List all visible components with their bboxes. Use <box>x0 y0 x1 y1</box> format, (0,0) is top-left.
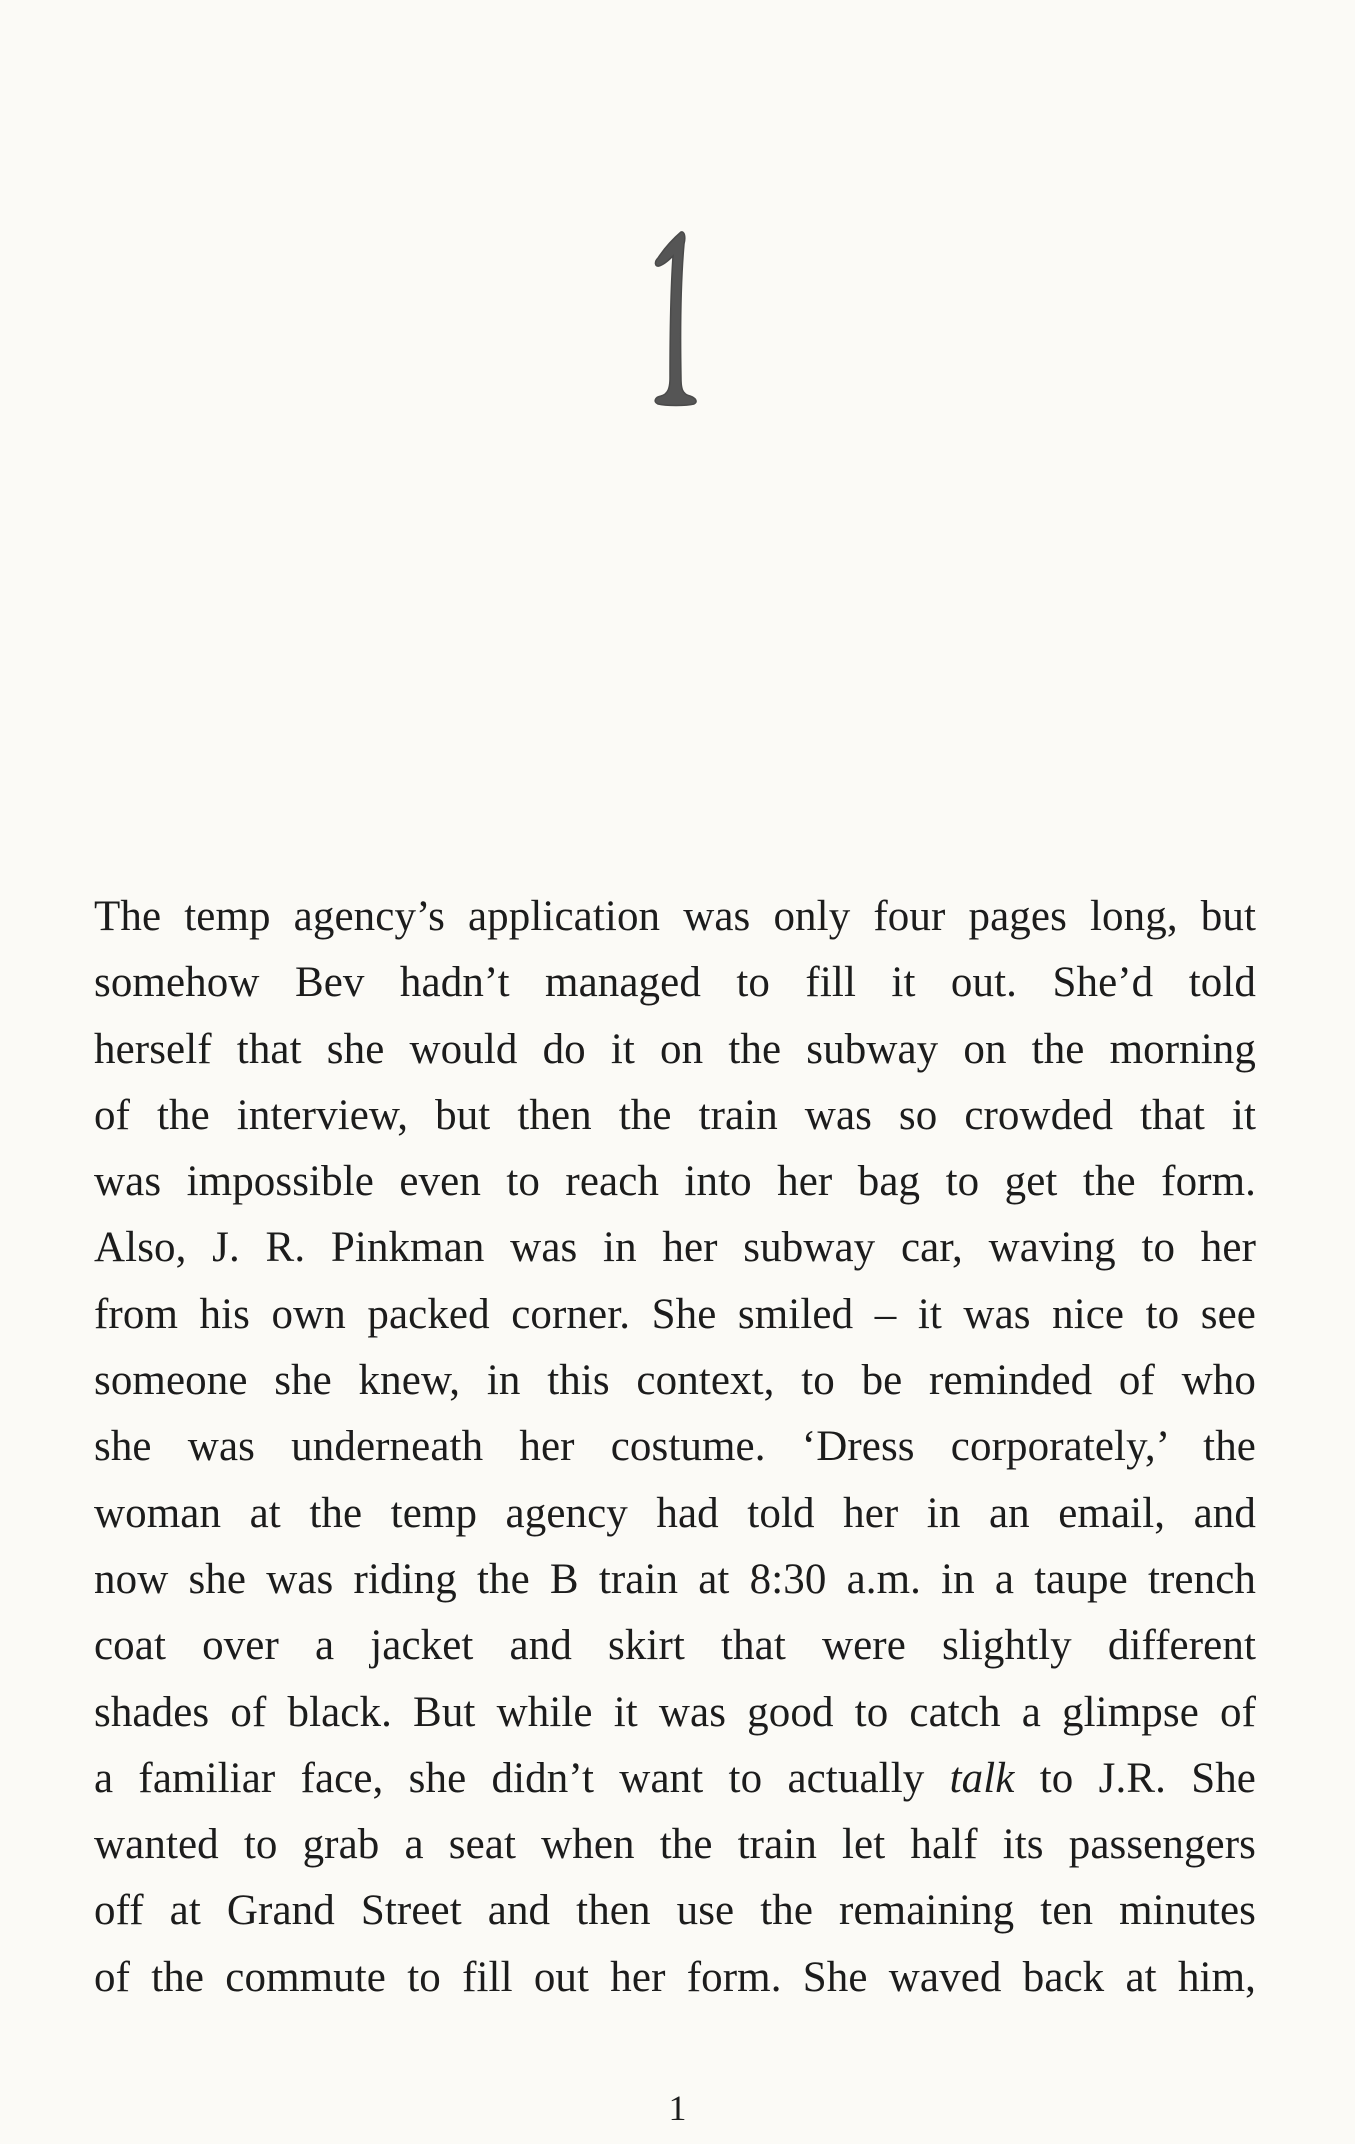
page-number: 1 <box>668 2088 687 2128</box>
text-segment: a familiar face, she didn’t want to actually <box>94 1754 950 1802</box>
text-line: off at Grand Street and then use the remaining ten minutes <box>94 1887 1256 1935</box>
text-segment: to J.R. She <box>1014 1754 1256 1802</box>
text-line: woman at the temp agency had told her in an email, and <box>94 1489 1256 1537</box>
text-line: somehow Bev hadn’t managed to fill it out. She’d told <box>94 959 1256 1007</box>
text-line: coat over a jacket and skirt that were slightly different <box>94 1622 1256 1670</box>
text-line: was impossible even to reach into her bag to get the form. <box>94 1158 1256 1206</box>
body-text <box>94 884 1256 2011</box>
text-line: from his own packed corner. She smiled – it was nice to see <box>94 1290 1256 1338</box>
text-line-with-italic <box>94 1746 1256 1812</box>
text-line: of the commute to fill out her form. She waved back at him, <box>94 1953 1256 2001</box>
text-line: she was underneath her costume. ‘Dress corporately,’ the <box>94 1423 1256 1471</box>
text-line: herself that she would do it on the subway on the morning <box>94 1025 1256 1073</box>
chapter-number-glyph <box>648 228 708 408</box>
chapter-number <box>0 228 1355 413</box>
text-line: shades of black. But while it was good to catch a glimpse of <box>94 1688 1256 1736</box>
text-line: now she was riding the B train at 8:30 a.m. in a taupe trench <box>94 1555 1256 1603</box>
italic-word: talk <box>949 1754 1015 1802</box>
text-line: Also, J. R. Pinkman was in her subway car, waving to her <box>94 1224 1256 1272</box>
text-line: The temp agency’s application was only four pages long, but <box>94 893 1256 940</box>
text-line: of the interview, but then the train was so crowded that it <box>94 1091 1256 1139</box>
text-line: someone she knew, in this context, to be reminded of who <box>94 1357 1256 1405</box>
text-line: wanted to grab a seat when the train let half its passengers <box>94 1821 1256 1869</box>
